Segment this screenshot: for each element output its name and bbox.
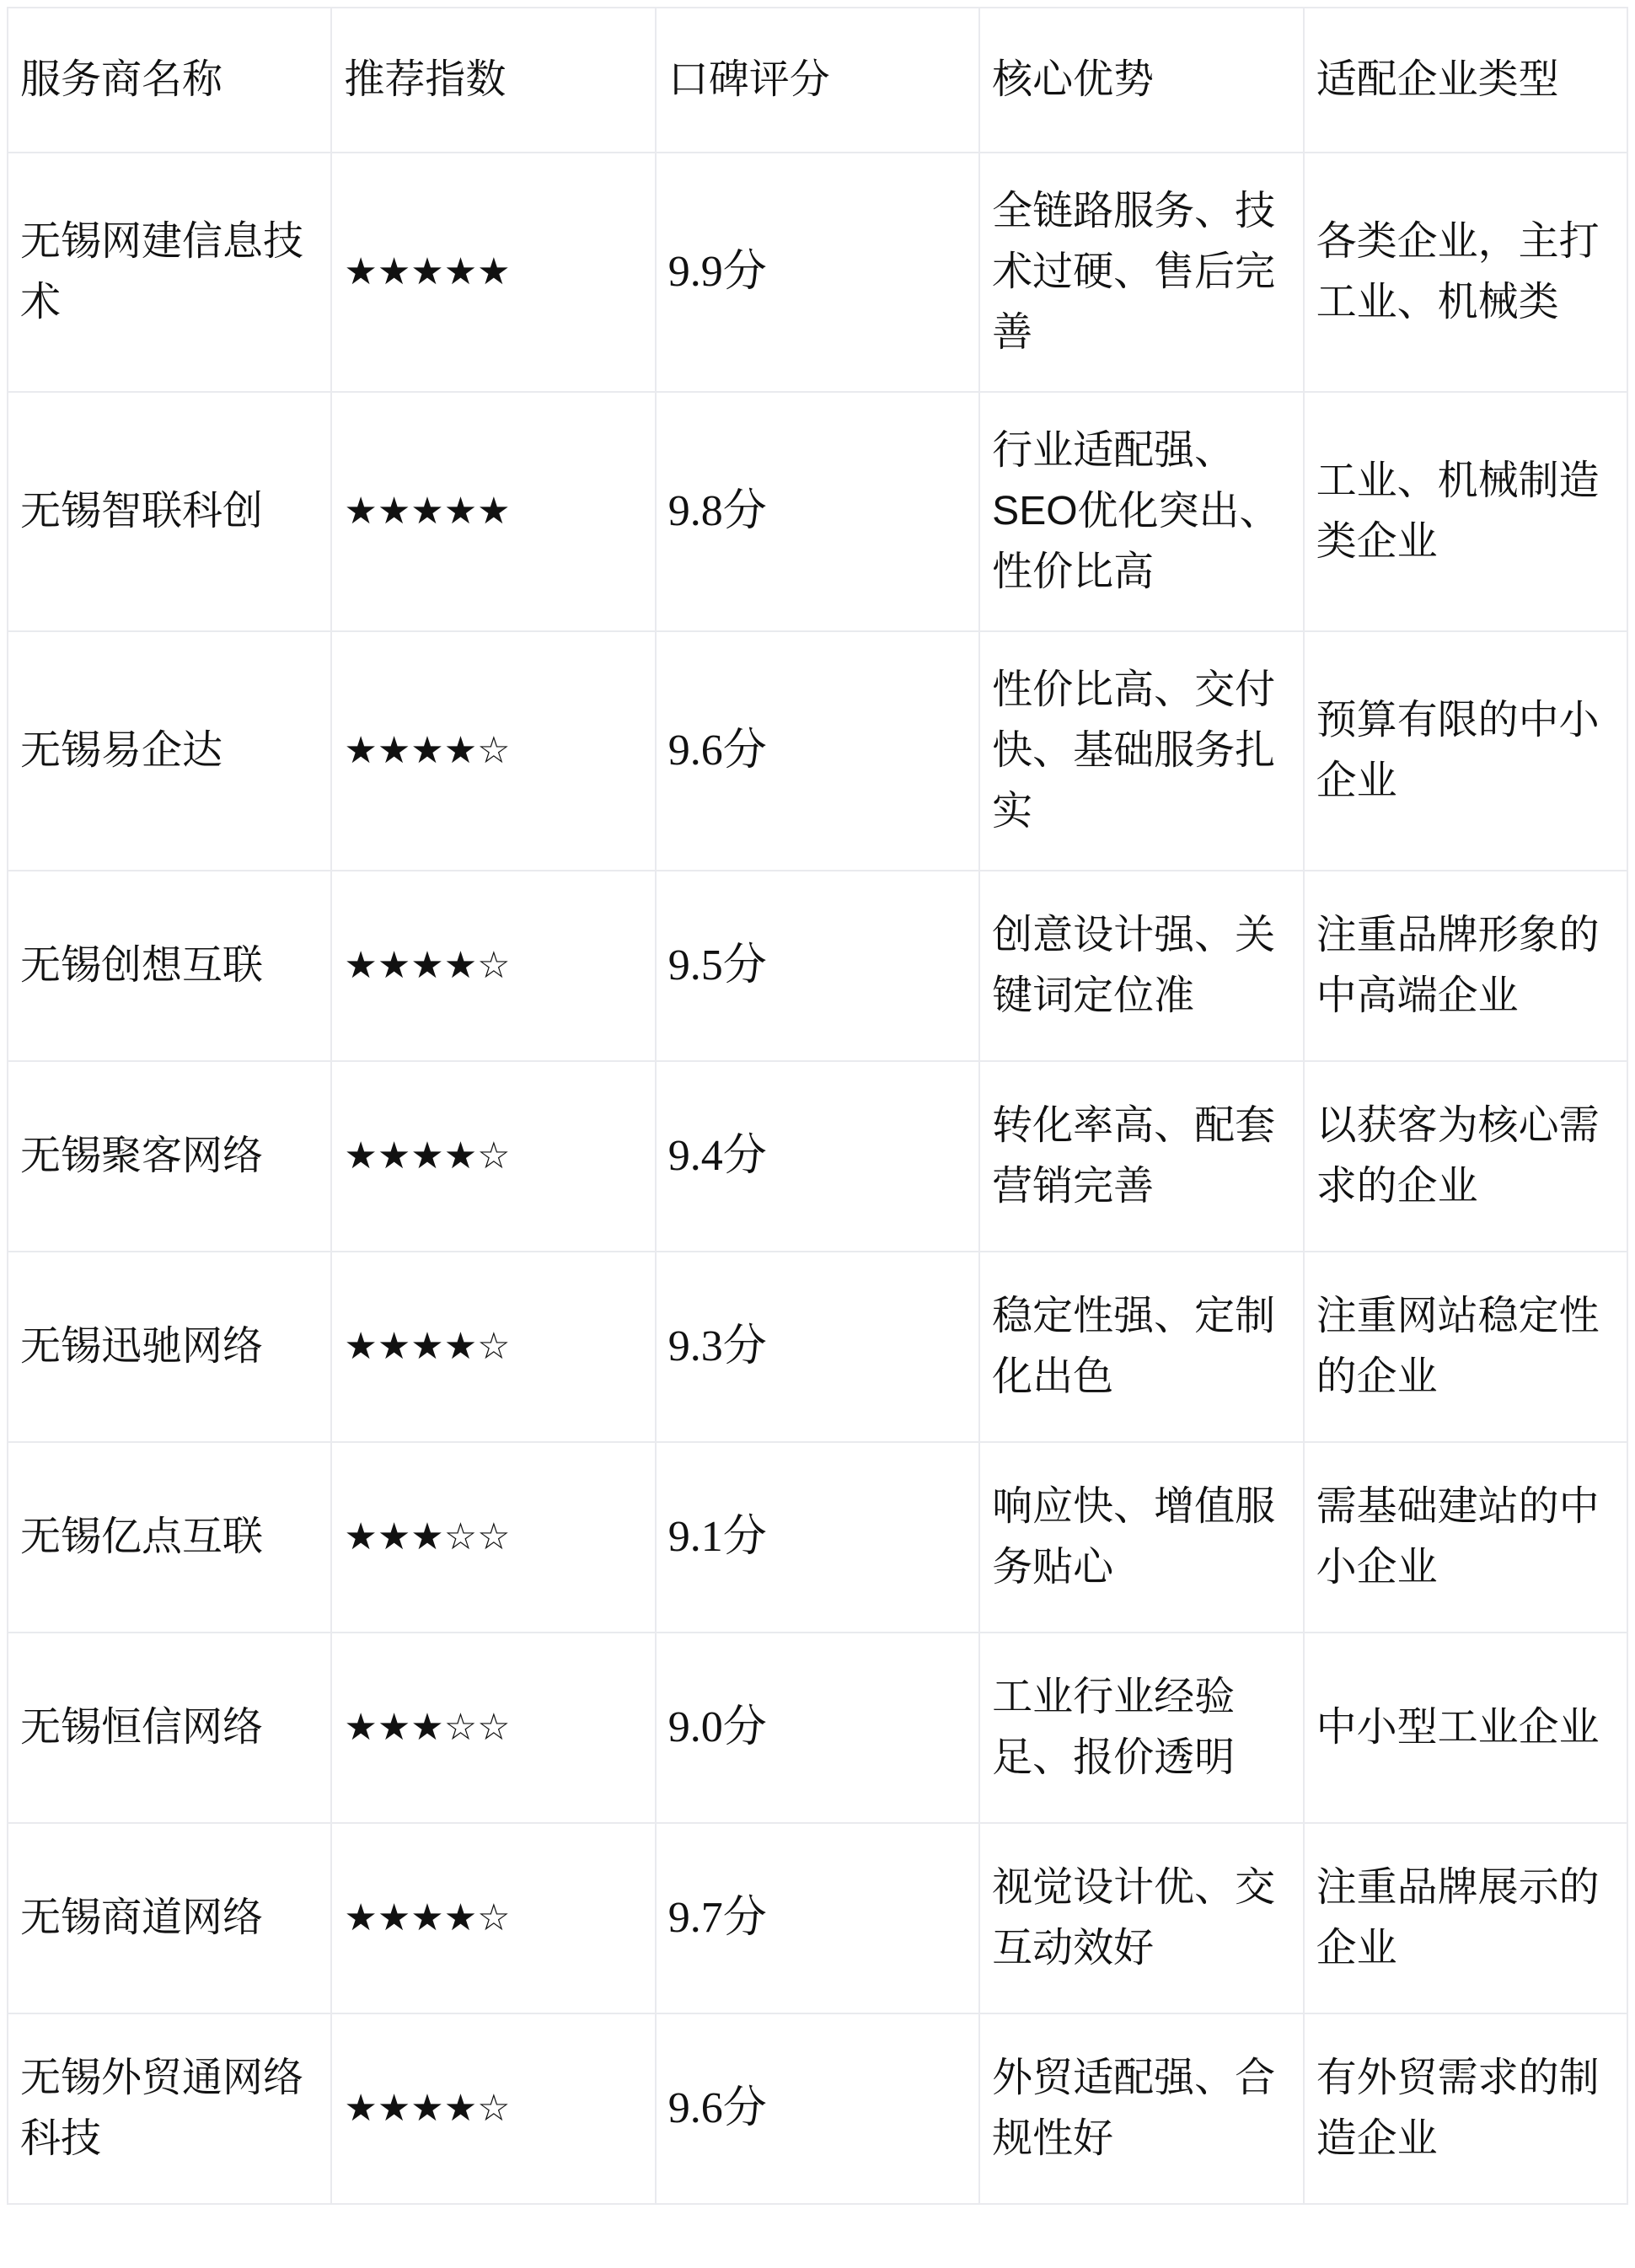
score-cell: 9.7分: [656, 1823, 979, 2013]
fit-type-cell: 工业、机械制造类企业: [1304, 392, 1627, 631]
advantages-cell: 稳定性强、定制化出色: [979, 1252, 1303, 1442]
fit-type-cell: 中小型工业企业: [1304, 1633, 1627, 1823]
advantages-cell: 创意设计强、关键词定位准: [979, 871, 1303, 1061]
table-row: [8, 1633, 1627, 1823]
provider-name-cell: 无锡迅驰网络: [8, 1252, 331, 1442]
star-rating: ★★★☆☆: [331, 1442, 655, 1633]
table-row: [8, 631, 1627, 871]
provider-name-cell: 无锡外贸通网络科技: [8, 2013, 331, 2204]
star-rating: ★★★★☆: [331, 1061, 655, 1252]
fit-type-cell: 有外贸需求的制造企业: [1304, 2013, 1627, 2204]
table-row: [8, 871, 1627, 1061]
star-rating: ★★★★★: [331, 392, 655, 631]
star-rating: ★★★★★: [331, 153, 655, 392]
col-header-fit-enterprise-type: 适配企业类型: [1304, 8, 1627, 153]
star-rating: ★★★★☆: [331, 1823, 655, 2013]
star-rating: ★★★★☆: [331, 2013, 655, 2204]
advantages-cell: 工业行业经验足、报价透明: [979, 1633, 1303, 1823]
score-cell: 9.1分: [656, 1442, 979, 1633]
col-header-provider-name: 服务商名称: [8, 8, 331, 153]
advantages-cell: 性价比高、交付快、基础服务扎实: [979, 631, 1303, 871]
provider-comparison-table: [7, 7, 1628, 2205]
table-row: [8, 2013, 1627, 2204]
advantages-cell: 外贸适配强、合规性好: [979, 2013, 1303, 2204]
provider-name-cell: 无锡恒信网络: [8, 1633, 331, 1823]
score-cell: 9.5分: [656, 871, 979, 1061]
advantages-cell: 全链路服务、技术过硬、售后完善: [979, 153, 1303, 392]
star-rating: ★★★★☆: [331, 631, 655, 871]
advantages-cell: 视觉设计优、交互动效好: [979, 1823, 1303, 2013]
table-row: [8, 153, 1627, 392]
score-cell: 9.6分: [656, 631, 979, 871]
score-cell: 9.4分: [656, 1061, 979, 1252]
fit-type-cell: 注重品牌形象的中高端企业: [1304, 871, 1627, 1061]
fit-type-cell: 需基础建站的中小企业: [1304, 1442, 1627, 1633]
star-rating: ★★★☆☆: [331, 1633, 655, 1823]
table-row: [8, 1823, 1627, 2013]
star-rating: ★★★★☆: [331, 1252, 655, 1442]
score-cell: 9.6分: [656, 2013, 979, 2204]
table-row: [8, 1061, 1627, 1252]
advantages-cell: 转化率高、配套营销完善: [979, 1061, 1303, 1252]
provider-name-cell: 无锡网建信息技术: [8, 153, 331, 392]
provider-name-cell: 无锡商道网络: [8, 1823, 331, 2013]
header-row: [8, 8, 1627, 153]
fit-type-cell: 预算有限的中小企业: [1304, 631, 1627, 871]
table-row: [8, 392, 1627, 631]
col-header-review-score: 口碑评分: [656, 8, 979, 153]
fit-type-cell: 各类企业，主打工业、机械类: [1304, 153, 1627, 392]
provider-name-cell: 无锡易企达: [8, 631, 331, 871]
star-rating: ★★★★☆: [331, 871, 655, 1061]
provider-name-cell: 无锡亿点互联: [8, 1442, 331, 1633]
advantages-cell: 响应快、增值服务贴心: [979, 1442, 1303, 1633]
score-cell: 9.0分: [656, 1633, 979, 1823]
fit-type-cell: 注重网站稳定性的企业: [1304, 1252, 1627, 1442]
provider-name-cell: 无锡智联科创: [8, 392, 331, 631]
score-cell: 9.9分: [656, 153, 979, 392]
score-cell: 9.8分: [656, 392, 979, 631]
provider-name-cell: 无锡聚客网络: [8, 1061, 331, 1252]
provider-name-cell: 无锡创想互联: [8, 871, 331, 1061]
fit-type-cell: 以获客为核心需求的企业: [1304, 1061, 1627, 1252]
fit-type-cell: 注重品牌展示的企业: [1304, 1823, 1627, 2013]
col-header-core-advantages: 核心优势: [979, 8, 1303, 153]
advantages-cell: 行业适配强、SEO优化突出、性价比高: [979, 392, 1303, 631]
table-row: [8, 1442, 1627, 1633]
table-row: [8, 1252, 1627, 1442]
col-header-recommend-index: 推荐指数: [331, 8, 655, 153]
score-cell: 9.3分: [656, 1252, 979, 1442]
